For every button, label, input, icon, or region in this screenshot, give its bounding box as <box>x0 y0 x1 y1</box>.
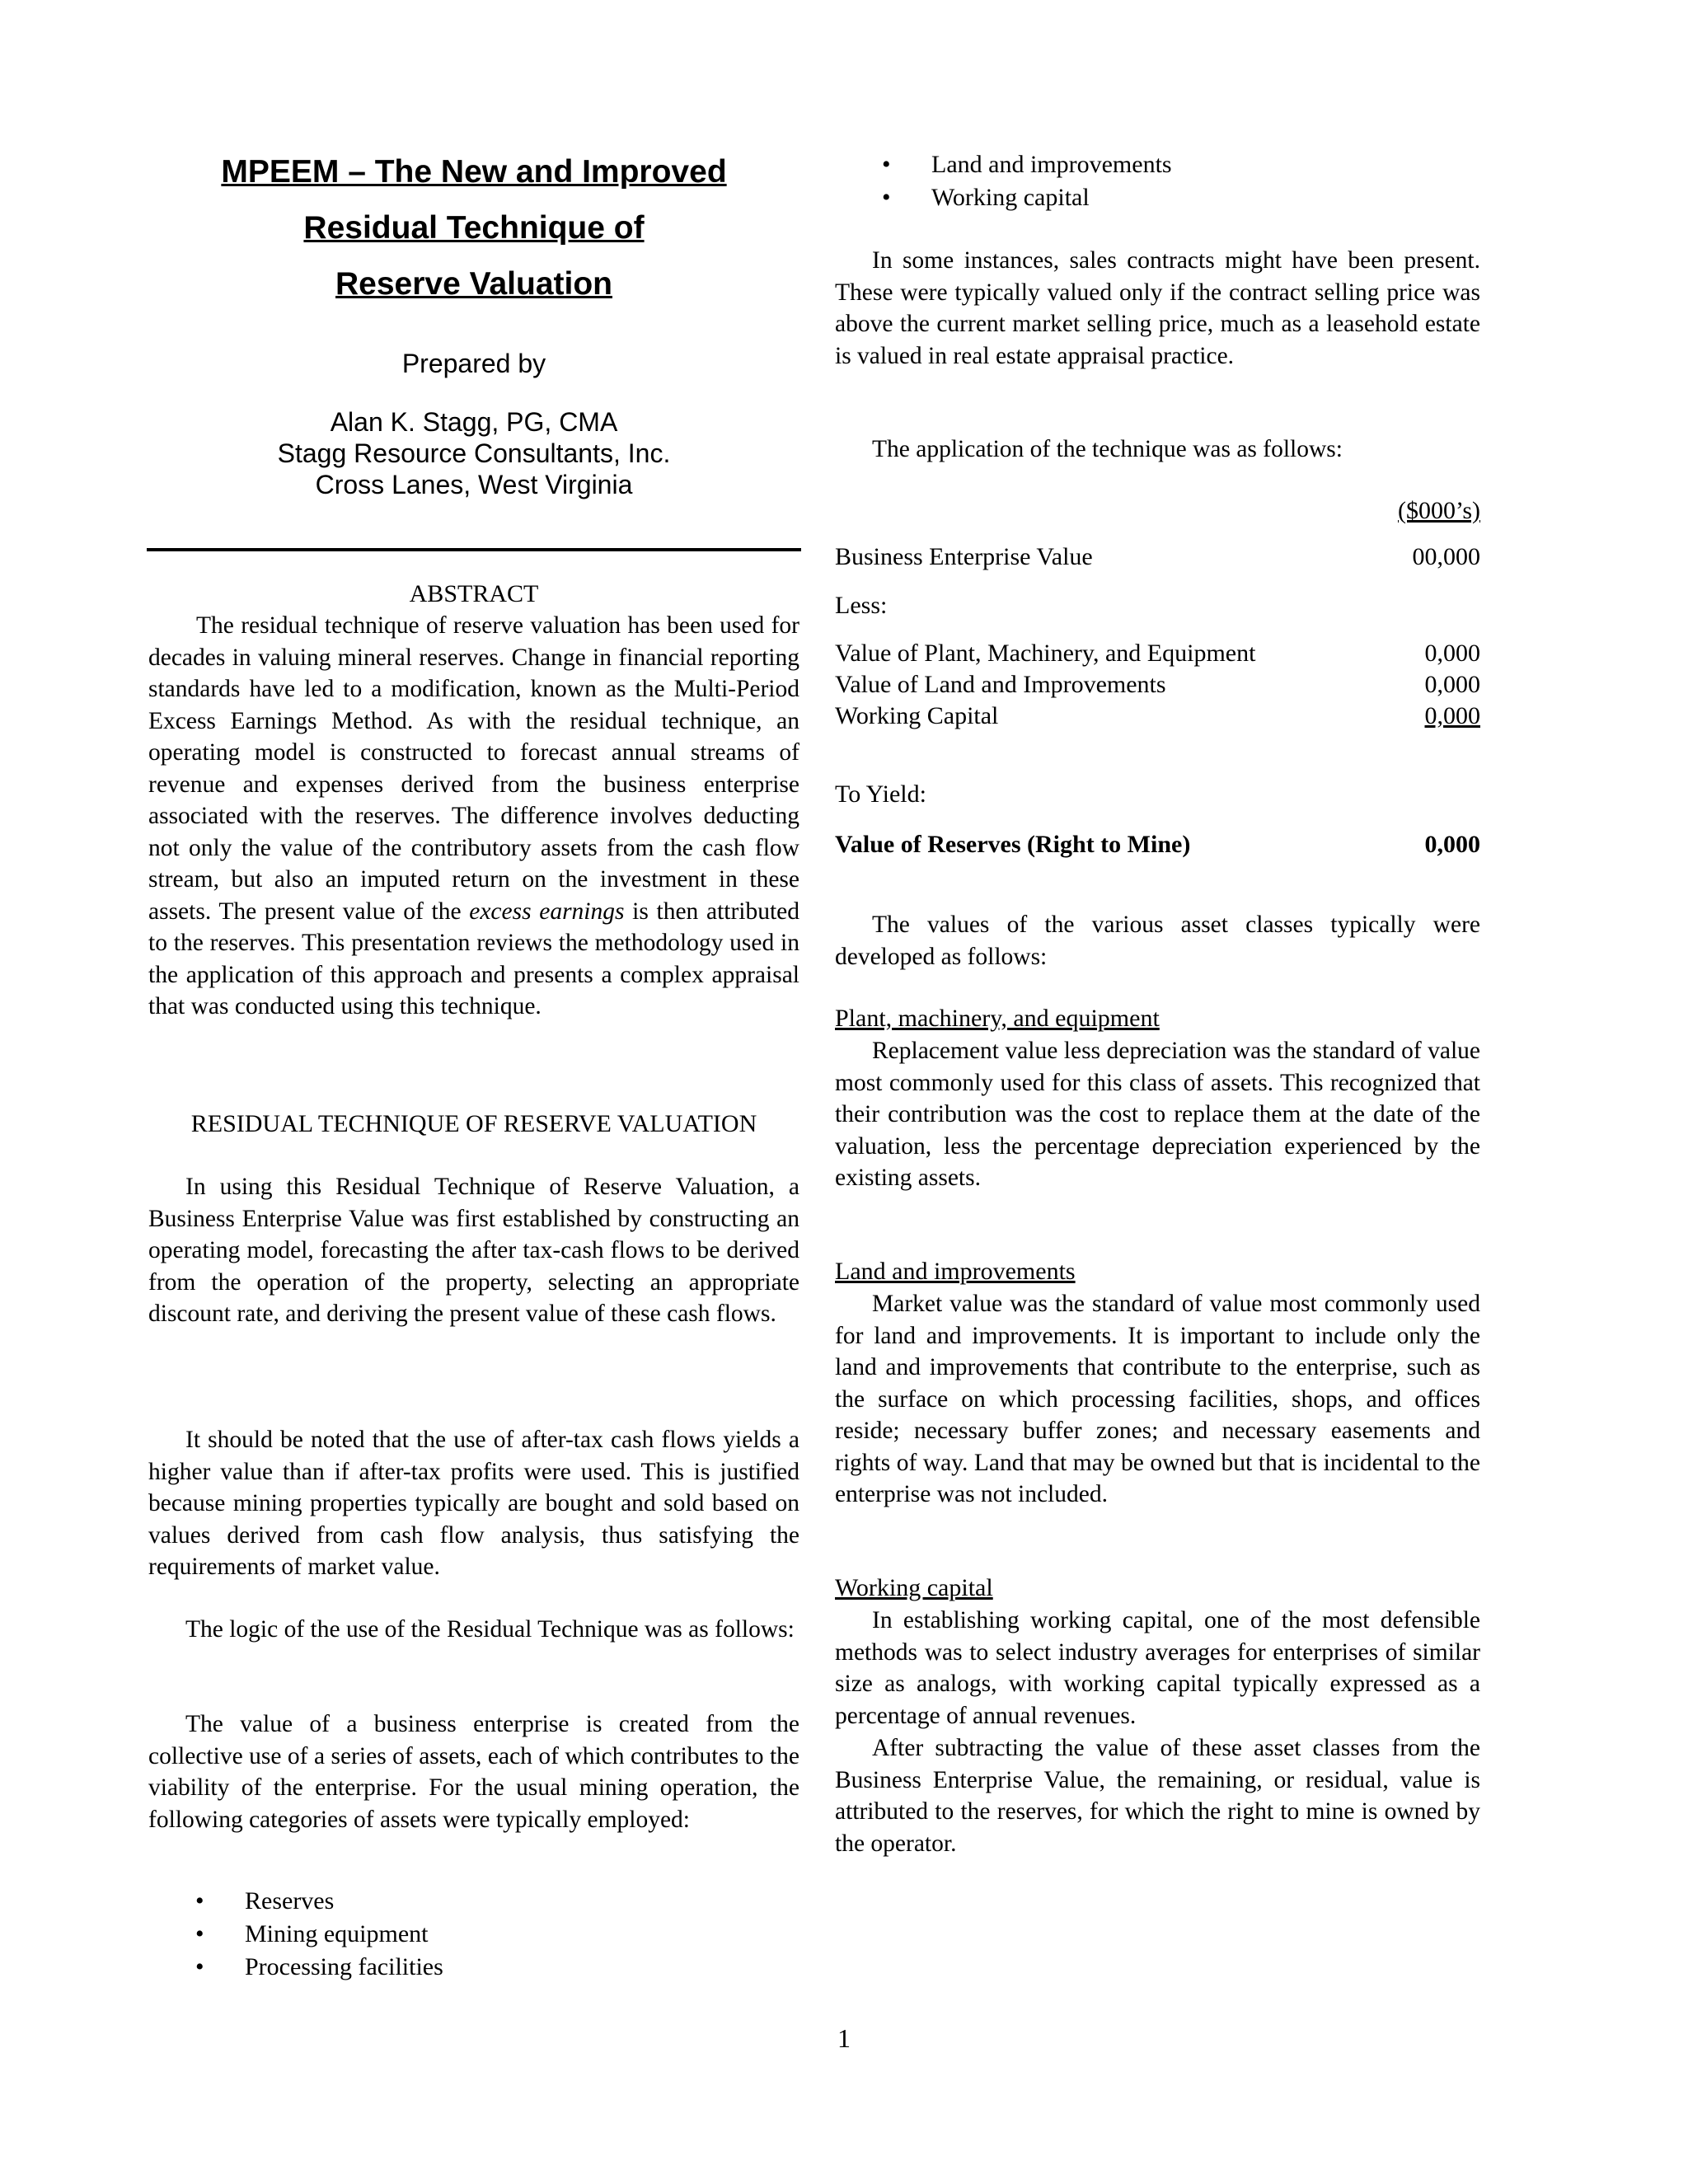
abstract-heading: ABSTRACT <box>409 580 539 607</box>
bullet-icon: • <box>195 1920 204 1947</box>
author-name: Alan K. Stagg, PG, CMA <box>330 407 618 437</box>
units-label: ($000’s) <box>1398 497 1480 524</box>
title-divider <box>147 548 801 551</box>
list-item: • Land and improvements <box>931 148 1172 181</box>
author-company: Stagg Resource Consultants, Inc. <box>277 438 671 468</box>
contracts-paragraph <box>835 245 1480 372</box>
less-label: Less: <box>835 592 888 619</box>
land-text: Market value was the standard of value most commonly used for land and improvements. It is important to include only the land and improvements that contribute to the enterprise, such as the surface on which processing facilities, shops, and offices reside; necessary buffer zones; and necessary easements and rights of way. Land that may be owned but that is incidental to the enterprise was not included. <box>835 1291 1480 1507</box>
prepared-by: Prepared by <box>401 349 546 378</box>
residual-paragraph-4 <box>148 1708 799 1835</box>
bullet-icon: • <box>195 1953 204 1980</box>
heading-working-capital: Working capital <box>835 1574 993 1601</box>
values-paragraph <box>835 909 1480 972</box>
bullet-icon: • <box>882 151 891 178</box>
land-paragraph <box>835 1288 1480 1511</box>
author-block <box>148 406 799 500</box>
after-text: After subtracting the value of these asset classes from the Business Enterprise Value, the remaining, or residual, value is attributed to the reserves, for which the right to mine is owned by the operator. <box>835 1735 1480 1857</box>
row-value: 0,000 <box>1424 671 1480 698</box>
working-capital-text: In establishing working capital, one of the most defensible methods was to select industry averages for enterprises of similar size as analogs, with working capital typically expressed as a percentage of annual revenues. <box>835 1607 1480 1729</box>
application-text: The application of the technique was as follows: <box>872 436 1343 462</box>
abstract-text-before: The residual technique of reserve valuation has been used for decades in valuing mineral reserves. Change in financial reporting standards have led to a modification, known as the Multi-Period Excess Earnings Method. As with the residual technique, an operating model is constructed to forecast annual streams of revenue and expenses derived from the business enterprise associated with the reserves. The difference involves deducting not only the value of the contributory assets from the cash flow stream, but also an imputed return on the investment in these assets. The present value of the <box>148 612 799 925</box>
page-number: 1 <box>837 2023 851 2053</box>
row-label: Value of Land and Improvements <box>835 671 1166 698</box>
abstract-body <box>148 610 799 1023</box>
title-line-2: Residual Technique of <box>303 210 645 246</box>
bev-value: 00,000 <box>1412 543 1480 570</box>
residual-paragraph-1 <box>148 1171 799 1330</box>
list-item: • Processing facilities <box>245 1951 443 1984</box>
section-heading-residual: RESIDUAL TECHNIQUE OF RESERVE VALUATION <box>190 1110 757 1137</box>
author-location: Cross Lanes, West Virginia <box>315 470 633 499</box>
to-yield-label: To Yield: <box>835 780 926 808</box>
working-capital-paragraph <box>835 1605 1480 1732</box>
bev-label: Business Enterprise Value <box>835 543 1093 570</box>
after-paragraph <box>835 1732 1480 1859</box>
title-line-1: MPEEM – The New and Improved <box>221 154 727 190</box>
row-value: 0,000 <box>1424 702 1480 729</box>
contracts-text: In some instances, sales contracts might have been present. These were typically valued only if the contract selling price was above the current market selling price, much as a leasehold estate is valued in real estate appraisal practice. <box>835 247 1480 369</box>
heading-land: Land and improvements <box>835 1258 1076 1285</box>
residual-paragraph-3 <box>148 1614 799 1646</box>
residual-p3-text: The logic of the use of the Residual Technique was as follows: <box>185 1616 795 1643</box>
abstract-text-after: is then attributed to the reserves. This presentation reviews the methodology used in the application of this approach and presents a complex appraisal that was conducted using this technique. <box>148 898 800 1019</box>
plant-paragraph <box>835 1035 1480 1194</box>
row-label: Value of Plant, Machinery, and Equipment <box>835 640 1256 667</box>
application-paragraph <box>835 434 1480 466</box>
residual-paragraph-2 <box>148 1424 799 1583</box>
row-value: 0,000 <box>1424 640 1480 667</box>
title-block <box>148 144 799 500</box>
title-line-3: Reserve Valuation <box>335 266 612 302</box>
list-item: • Mining equipment <box>245 1918 443 1951</box>
plant-text: Replacement value less depreciation was the standard of value most commonly used for this class of assets. This recognized that their contribution was the cost to replace them at the date of the valuation, less the percentage depreciation experienced by the existing assets. <box>835 1038 1480 1191</box>
heading-plant: Plant, machinery, and equipment <box>835 1005 1160 1032</box>
asset-list-right <box>882 148 1172 214</box>
result-value: 0,000 <box>1424 831 1480 858</box>
residual-p2-text: It should be noted that the use of after-tax cash flows yields a higher value than if after-tax profits were used. This is justified because mining properties typically are bought and sold based on values derived from cash flow analysis, thus satisfying the requirements of market value. <box>148 1427 799 1580</box>
bullet-icon: • <box>195 1887 204 1915</box>
asset-list-left <box>195 1885 443 1984</box>
values-text: The values of the various asset classes typically were developed as follows: <box>835 912 1480 970</box>
list-item: • Reserves <box>245 1885 443 1918</box>
residual-p1-text: In using this Residual Technique of Reserve Valuation, a Business Enterprise Value was first established by constructing an operating model, forecasting the after tax-cash flows to be derived from the operation of the property, selecting an appropriate discount rate, and deriving the present value of these cash flows. <box>148 1174 799 1327</box>
abstract-emphasis: excess earnings <box>469 898 625 925</box>
residual-p4-text: The value of a business enterprise is created from the collective use of a series of assets, each of which contributes to the viability of the enterprise. For the usual mining operation, the following categories of assets were typically employed: <box>148 1711 799 1833</box>
result-label: Value of Reserves (Right to Mine) <box>835 831 1191 858</box>
list-item: • Working capital <box>931 181 1172 214</box>
bullet-icon: • <box>882 184 891 211</box>
row-label: Working Capital <box>835 702 999 729</box>
